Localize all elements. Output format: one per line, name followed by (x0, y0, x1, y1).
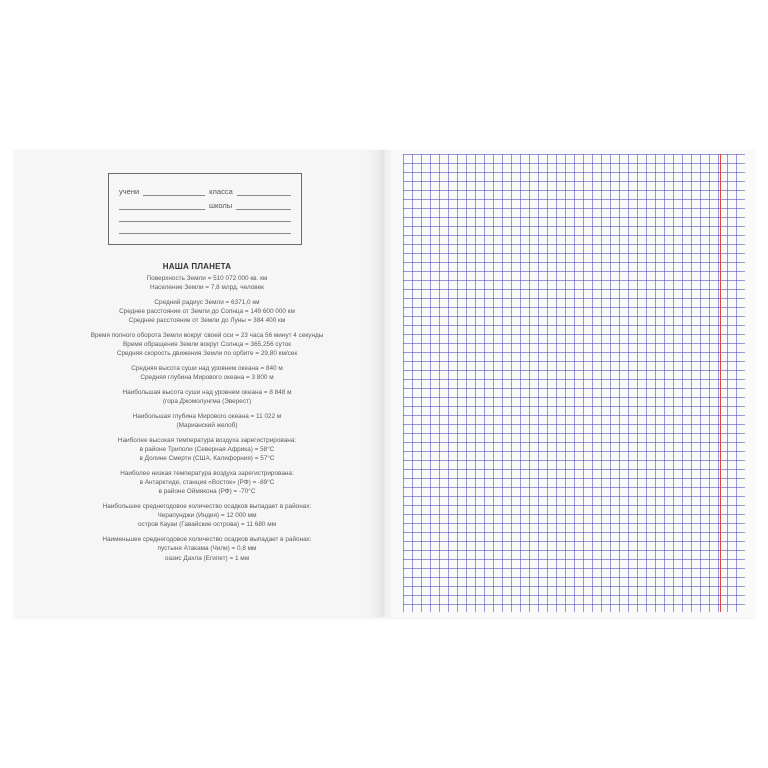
school-number-line (119, 202, 205, 210)
fact-line: Наиболее низкая температура воздуха зарегистрирована: (120, 470, 294, 478)
fact-line: Средняя высота суши над уровнем океана = 840 м (131, 365, 283, 373)
fact-line: Средняя глубина Мирового океана = 3 800 м (140, 374, 274, 382)
fact-line: Население Земли = 7,8 млрд. человек (150, 284, 264, 292)
fact-line: оазис Дахла (Египет) = 1 мм (164, 554, 250, 562)
name-label-box (108, 173, 302, 245)
fact-group (34, 469, 380, 496)
school-row (119, 201, 291, 210)
fact-group (34, 502, 380, 529)
student-line (143, 188, 205, 196)
school-label: школы (209, 201, 233, 210)
class-line (237, 188, 291, 196)
fact-line: Поверхность Земли = 510 072 000 кв. км (146, 275, 268, 282)
fact-group (34, 331, 380, 358)
fact-line: Среднее расстояние от Земли до Солнца = 149 600 000 км (119, 308, 295, 316)
notebook-spread (14, 150, 754, 617)
graph-paper-grid (403, 154, 745, 612)
school-line (236, 202, 291, 210)
fact-group (34, 274, 380, 292)
name-line-2 (119, 233, 291, 234)
fact-line: (гора Джомолунгма (Эверест) (162, 398, 252, 406)
fact-line: Наименьшее среднегодовое количество осадков выпадает в районах: (102, 536, 312, 544)
fact-line: Наибольшая высота суши над уровнем океана = 8 848 м (122, 389, 292, 397)
fact-line: Наибольшее среднегодовое количество осадков выпадает в районах: (102, 503, 312, 511)
fact-group (34, 436, 380, 463)
fact-group (34, 535, 380, 562)
fact-line: Время обращения Земли вокруг Солнца = 365,256 суток (123, 341, 291, 349)
fact-line: Черапунджи (Индия) = 12 000 мм (157, 512, 257, 520)
fact-group (34, 412, 380, 430)
fact-line: Наибольшая глубина Мирового океана = 11 022 м (132, 413, 282, 421)
fact-line: Наиболее высокая температура воздуха зарегистрирована: (117, 437, 297, 445)
inside-cover-page (14, 150, 380, 617)
fact-group (34, 298, 380, 325)
fact-line: пустыня Атакама (Чили) = 0,8 мм (157, 545, 257, 553)
fact-line: в районе Оймякона (РФ) = -70°С (158, 488, 256, 496)
class-label: класса (209, 187, 233, 196)
fact-line: Средняя скорость движения Земли по орбите = 29,80 км/сек (116, 350, 298, 358)
section-heading: НАША ПЛАНЕТА (162, 262, 232, 271)
student-row (119, 187, 291, 196)
margin-line (720, 154, 721, 612)
planet-facts (34, 274, 380, 568)
fact-group (34, 364, 380, 382)
fact-line: в районе Триполи (Северная Африка) = 58°С (139, 446, 275, 454)
fact-group (34, 388, 380, 406)
fact-line: Средний радиус Земли = 6371,0 км (154, 298, 260, 306)
fact-line: в Антарктиде, станция «Восток» (РФ) = -89°С (139, 479, 275, 487)
name-line-1 (119, 221, 291, 222)
student-label: учени (119, 187, 140, 196)
fact-line: в Долине Смерти (США, Калифорния) = 57°С (139, 455, 275, 463)
fact-line: (Марианский желоб) (176, 422, 238, 430)
fact-line: Время полного оборота Земли вокруг своей оси = 23 часа 56 минут 4 секунды (90, 332, 324, 340)
grid-page (391, 150, 754, 617)
fact-line: Среднее расстояние от Земли до Луны = 384 400 км (128, 317, 286, 325)
fact-line: остров Кауаи (Гавайские острова) = 11 680 мм (137, 521, 276, 529)
